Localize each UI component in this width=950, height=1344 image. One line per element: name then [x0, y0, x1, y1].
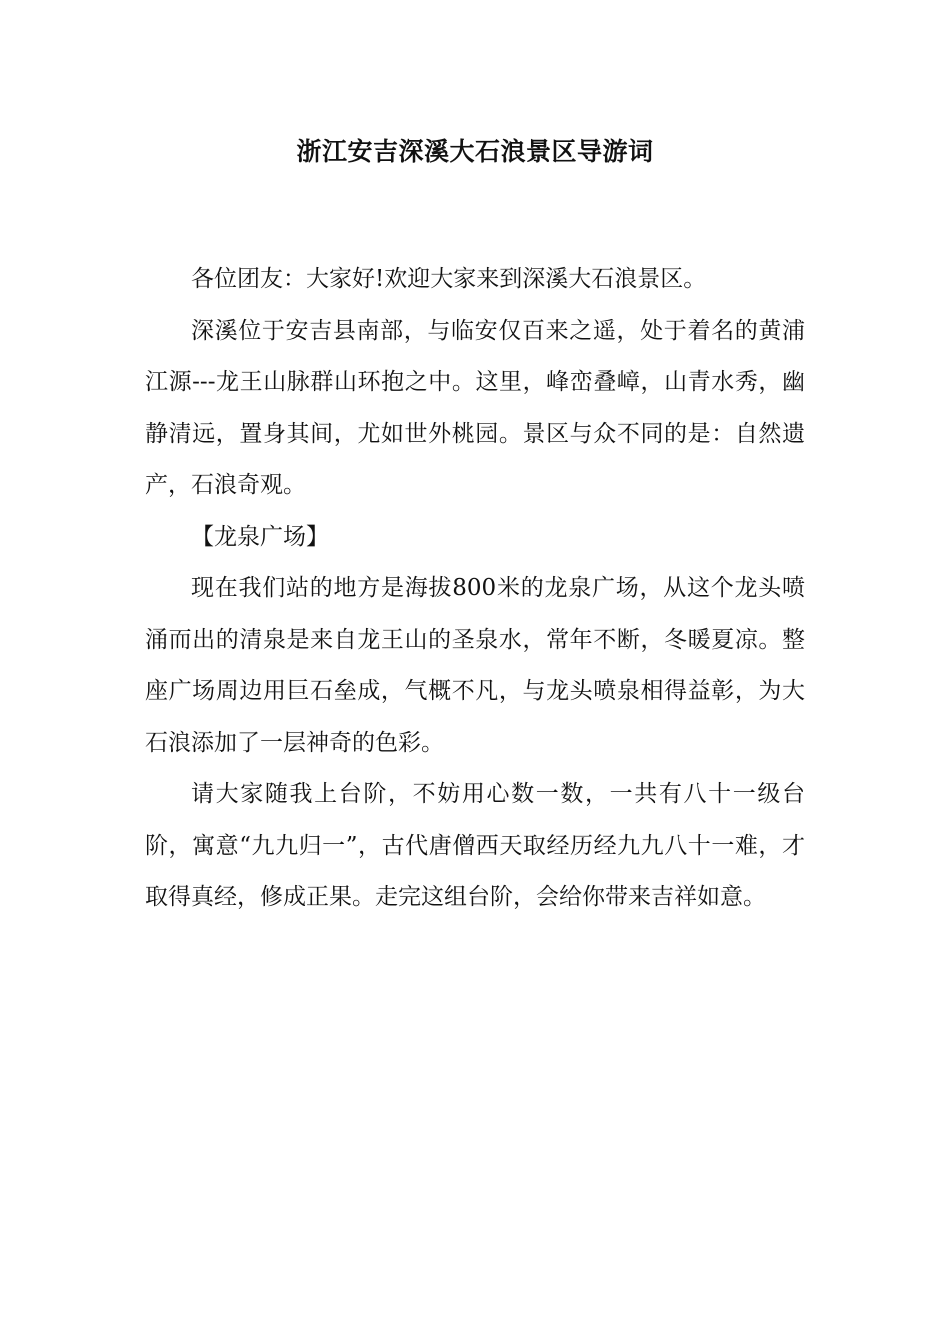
document-title: 浙江安吉深溪大石浪景区导游词 [296, 137, 654, 166]
paragraph-introduction: 深溪位于安吉县南部，与临安仅百来之遥，处于着名的黄浦江源---龙王山脉群山环抱之中。这里，峰峦叠嶂，山青水秀，幽静清远，置身其间，尤如世外桃园。景区与众不同的是：自然遗产，石浪奇观。 [145, 317, 805, 498]
document-body [145, 254, 805, 924]
paragraph-longquan-square: 现在我们站的地方是海拔800米的龙泉广场，从这个龙头喷涌而出的清泉是来自龙王山的圣泉水，常年不断，冬暖夏凉。整座广场周边用巨石垒成，气概不凡，与龙头喷泉相得益彰，为大石浪添加了一层神奇的色彩。 [145, 575, 805, 756]
paragraph-greeting: 各位团友：大家好!欢迎大家来到深溪大石浪景区。 [191, 266, 707, 292]
section-heading-longquan-square: 【龙泉广场】 [191, 523, 329, 550]
paragraph-steps: 请大家随我上台阶，不妨用心数一数，一共有八十一级台阶，寓意“九九归一”，古代唐僧西天取经历经九九八十一难，才取得真经，修成正果。走完这组台阶，会给你带来吉祥如意。 [145, 781, 805, 910]
